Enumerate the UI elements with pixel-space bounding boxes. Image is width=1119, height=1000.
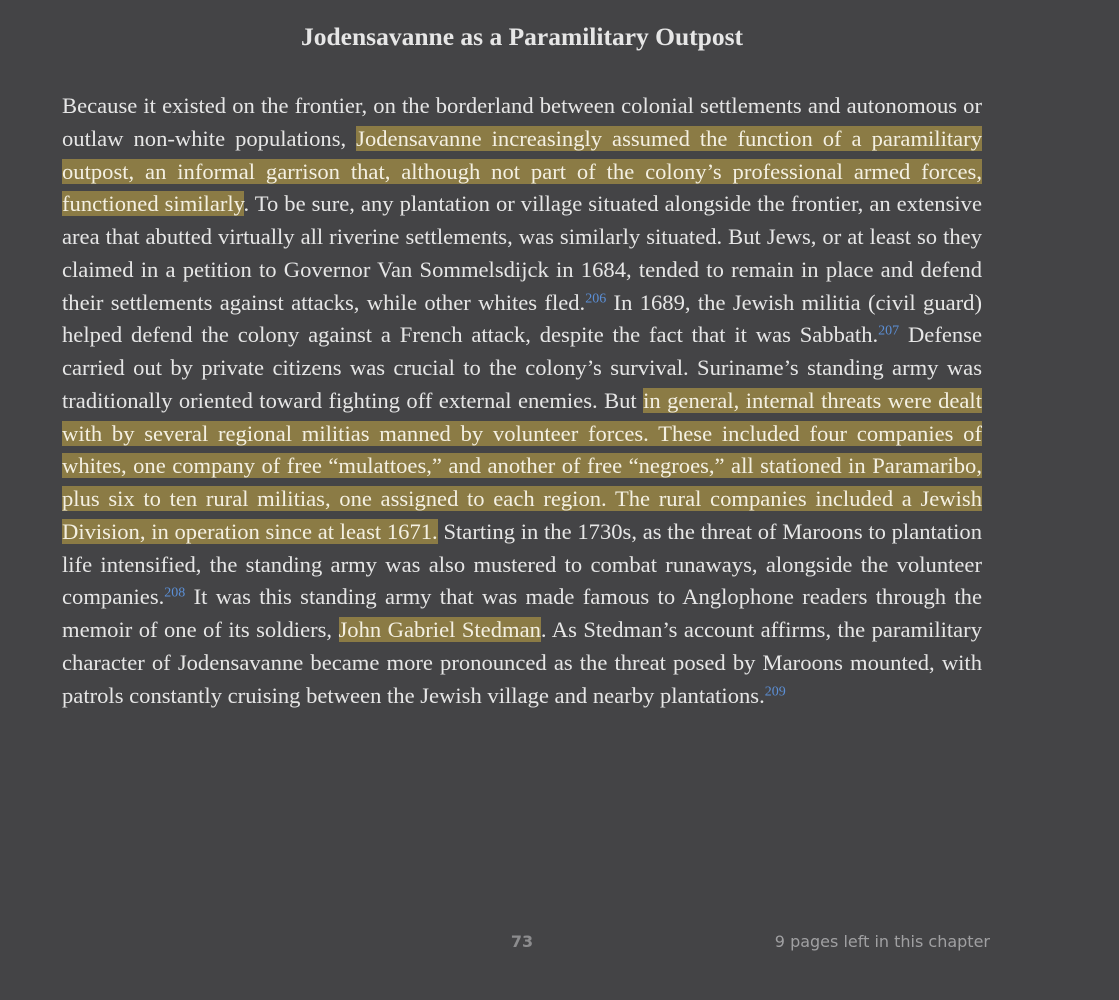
text-run: Defense carried out by private citizens was crucial to the colony’s survival. Suriname’s standing army was traditionally oriented toward fighting off external enemies. But [62,322,982,413]
highlight-1[interactable]: Jodensavanne increasingly assumed the function of a paramilitary outpost, an informal garrison that, although not part of the colony’s professional armed forces, functioned similarly [62,125,982,217]
pages-left-indicator: 9 pages left in this chapter [774,932,990,951]
footnote-link-208[interactable]: 208 [164,585,186,601]
text-run: In 1689, the Jewish militia (civil guard) helped defend the colony against a French attack, despite the fact that it was Sabbath. [62,289,982,348]
section-title: Jodensavanne as a Paramilitary Outpost [300,22,744,51]
text-run: It was this standing army that was made famous to Anglophone readers through the memoir of one of its soldiers, [62,584,982,642]
highlight-3[interactable]: John Gabriel Stedman [338,617,541,642]
page-number: 73 [510,932,534,951]
text-run: . To be sure, any plantation or village situated alongside the frontier, an extensive area that abutted virtually all riverine settlements, was similarly situated. But Jews, or at least so they claimed in a petition to Governor Van Sommelsdijck in 1684, tended to remain in place and defend their settlements against attacks, while other whites fled. [62,191,982,315]
footnote-link-209[interactable]: 209 [764,683,786,699]
footnote-link-207[interactable]: 207 [878,323,900,339]
text-run: Starting in the 1730s, as the threat of Maroons to plantation life intensified, the standing army was also mustered to combat runaways, alongside the volunteer companies. [62,518,982,610]
footnote-link-206[interactable]: 206 [585,290,607,306]
text-run: . As Stedman’s account affirms, the paramilitary character of Jodensavanne became more pronounced as the threat posed by Maroons mounted, with patrols constantly cruising between the Jewish village and nearby plantations. [62,617,983,708]
text-run: Because it existed on the frontier, on the borderland between colonial settlements and autonomous or outlaw non-white populations, [62,93,982,151]
body-paragraph[interactable] [62,90,982,712]
highlight-2[interactable]: in general, internal threats were dealt with by several regional militias manned by volunteer forces. These included four companies of whites, one company of free “mulattoes,” and another of free “negroes,” all stationed in Paramaribo, plus six to ten rural militias, one assigned to each region. The rural companies included a Jewish Division, in operation since at least 1671. [62,387,982,544]
